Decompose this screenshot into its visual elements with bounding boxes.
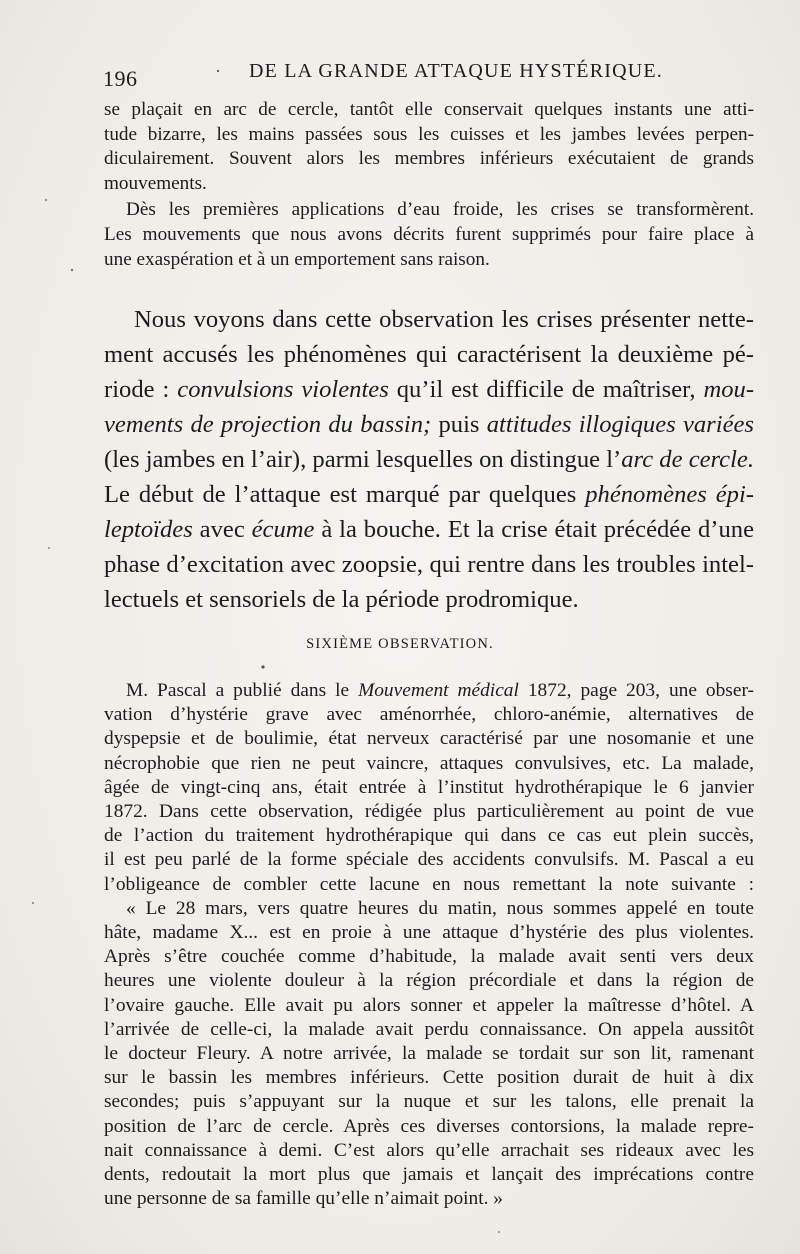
text-line: nait connaissance à demi. C’est alors qu’elle arrachait ses rideaux avec les (104, 1139, 754, 1161)
page-header (103, 58, 753, 90)
text-line (104, 679, 754, 703)
text-line: mouvements. (104, 172, 207, 194)
text-run: à la bouche. Et la crise était précédée d’une (314, 516, 754, 543)
text-line: âgée de vingt-cinq ans, était entrée à l’institut hydrothérapique le 6 janvier (104, 776, 754, 798)
text-line (104, 407, 754, 442)
text-line: nécrophobie que rien ne peut vaincre, attaques convulsives, etc. La malade, (104, 752, 754, 774)
text-line: « Le 28 mars, vers quatre heures du matin, nous sommes appelé en toute (126, 897, 754, 919)
text-line: 1872. Dans cette observation, rédigée plus particulièrement au point de vue (104, 801, 754, 823)
text-line: tude bizarre, les mains passées sous les cuisses et les jambes levées perpen- (104, 123, 754, 145)
text-run: Le début de l’attaque est marqué par quelques (104, 481, 586, 508)
text-line: l’arrivée de celle-ci, la malade avait perdu connaissance. On appela aussitôt (104, 1018, 754, 1040)
text-line: ment accusés les phénomènes qui caractérisent la deuxième pé- (104, 341, 754, 368)
italic-term: écume (251, 516, 315, 543)
text-line: l’ovaire gauche. Elle avait pu alors sonner et appeler la maîtresse d’hôtel. A (104, 994, 754, 1016)
text-run: avec (192, 516, 252, 543)
section-heading: SIXIÈME OBSERVATION. (306, 636, 494, 652)
text-line: lectuels et sensoriels de la période prodromique. (104, 586, 579, 613)
text-line: il est peu parlé de la forme spéciale des accidents convulsifs. M. Pascal a eu (104, 849, 754, 871)
text-run: 1872, page 203, une obser- (518, 680, 754, 701)
italic-term: leptoïdes (104, 516, 193, 543)
italic-term: Mouvement médical (358, 680, 519, 701)
text-line: position de l’arc de cercle. Après ces diverses contorsions, la malade repre- (104, 1115, 754, 1137)
text-line: Nous voyons dans cette observation les crises présenter nette- (134, 306, 754, 333)
commentary-paragraph (104, 302, 754, 617)
page-number: 196 (103, 66, 138, 91)
text-line (104, 512, 754, 547)
italic-term: mou- (703, 376, 755, 403)
italic-term: convulsions violentes (177, 376, 389, 403)
text-run: qu’il est difficile de maîtriser, (388, 376, 704, 403)
text-line: le docteur Fleury. A notre arrivée, la malade se tordait sur son lit, ramenant (104, 1043, 754, 1065)
text-line: phase d’excitation avec zoopsie, qui rentre dans les troubles intel- (104, 551, 754, 578)
text-line: heures une violente douleur à la région précordiale et dans la région de (104, 970, 754, 992)
text-line (104, 477, 754, 512)
text-line: Dès les premières applications d’eau froide, les crises se transformèrent. (126, 199, 754, 221)
italic-term: attitudes illogiques variées (486, 411, 754, 438)
observation-paragraph (104, 679, 754, 1211)
text-run: (les jambes en l’air), parmi lesquelles on distingue l’ (104, 446, 622, 473)
text-line (104, 442, 754, 477)
text-line: de l’action du traitement hydrothérapique qui dans ce cas eut plein succès, (104, 825, 754, 847)
text-run: M. Pascal a publié dans le (126, 680, 359, 701)
text-line: une exaspération et à un emportement sans raison. (104, 248, 490, 270)
text-line: se plaçait en arc de cercle, tantôt elle conservait quelques instants une atti- (104, 99, 754, 120)
text-line: hâte, madame X... est en proie à une attaque d’hystérie des plus violentes. (104, 922, 754, 944)
italic-term: arc de cercle. (621, 446, 754, 473)
text-line: une personne de sa famille qu’elle n’aimait point. » (104, 1188, 503, 1210)
italic-term: vements de projection du bassin; (104, 411, 432, 438)
text-line: diculairement. Souvent alors les membres inférieurs exécutaient de grands (104, 148, 754, 170)
text-line: Après s’être couchée comme d’habitude, la malade avait senti vers deux (104, 946, 754, 968)
text-line: dyspepsie et de boulimie, état nerveux caractérisé par une nosomanie et une (104, 728, 754, 750)
text-line: secondes; puis s’appuyant sur la nuque et sur les talons, elle prenait la (104, 1091, 754, 1113)
text-line: Les mouvements que nous avons décrits furent supprimés pour faire place à (104, 223, 754, 245)
observation-continuation (104, 98, 754, 272)
text-run: riode : (104, 376, 178, 403)
running-title: DE LA GRANDE ATTAQUE HYSTÉRIQUE. (249, 60, 663, 82)
paragraph-2 (104, 198, 754, 272)
italic-term: phénomènes épi- (585, 481, 754, 508)
text-line: vation d’hystérie grave avec aménorrhée, chloro-anémie, alternatives de (104, 704, 754, 726)
text-run: puis (431, 411, 487, 438)
paragraph-1 (104, 98, 754, 196)
text-line (104, 372, 754, 407)
text-line: dents, redoutait la mort plus que jamais et lançait des imprécations contre (104, 1164, 754, 1186)
text-line: l’obligeance de combler cette lacune en nous remettant la note suivante : (104, 873, 754, 895)
text-line: sur le bassin les membres inférieurs. Cette position durait de huit à dix (104, 1067, 754, 1089)
